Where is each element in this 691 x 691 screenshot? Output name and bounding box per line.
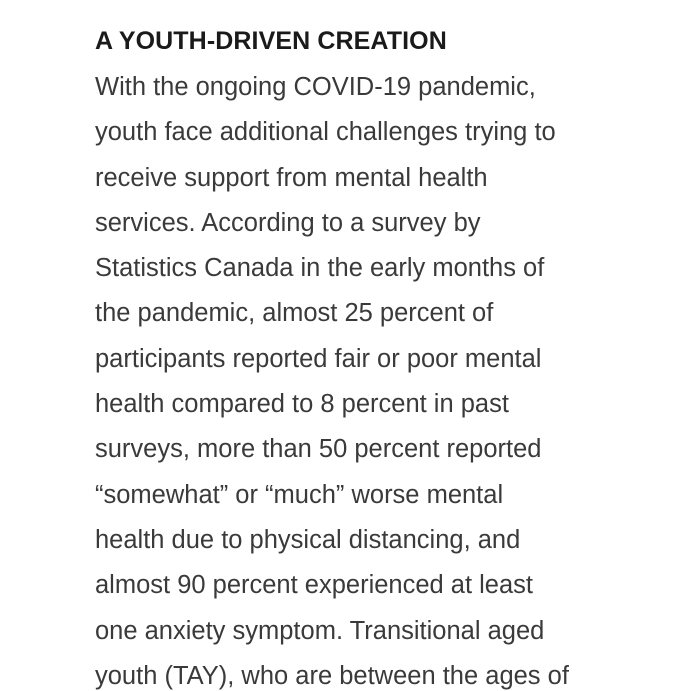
paragraph-line: participants reported fair or poor mental: [95, 344, 542, 373]
paragraph-line: receive support from mental health: [95, 163, 488, 192]
paragraph-line: Statistics Canada in the early months of: [95, 254, 545, 283]
paragraph-line: With the ongoing COVID-19 pandemic,: [95, 73, 536, 101]
paragraph-line: the pandemic, almost 25 percent of: [95, 299, 494, 328]
paragraph-line: almost 90 percent experienced at least: [95, 571, 534, 600]
paragraph-line: services. According to a survey by: [95, 208, 481, 237]
paragraph-line: one anxiety symptom. Transitional aged: [95, 616, 545, 645]
paragraph-line: surveys, more than 50 percent reported: [95, 435, 542, 464]
body-paragraph: [95, 65, 569, 691]
paragraph-line: youth face additional challenges trying to: [95, 118, 556, 147]
paragraph-line: health compared to 8 percent in past: [95, 390, 509, 419]
paragraph-line: youth (TAY), who are between the ages of: [95, 661, 569, 690]
section-heading: A YOUTH-DRIVEN CREATION: [95, 27, 447, 55]
paragraph-line: “somewhat” or “much” worse mental: [95, 480, 504, 509]
paragraph-line: health due to physical distancing, and: [95, 525, 521, 554]
